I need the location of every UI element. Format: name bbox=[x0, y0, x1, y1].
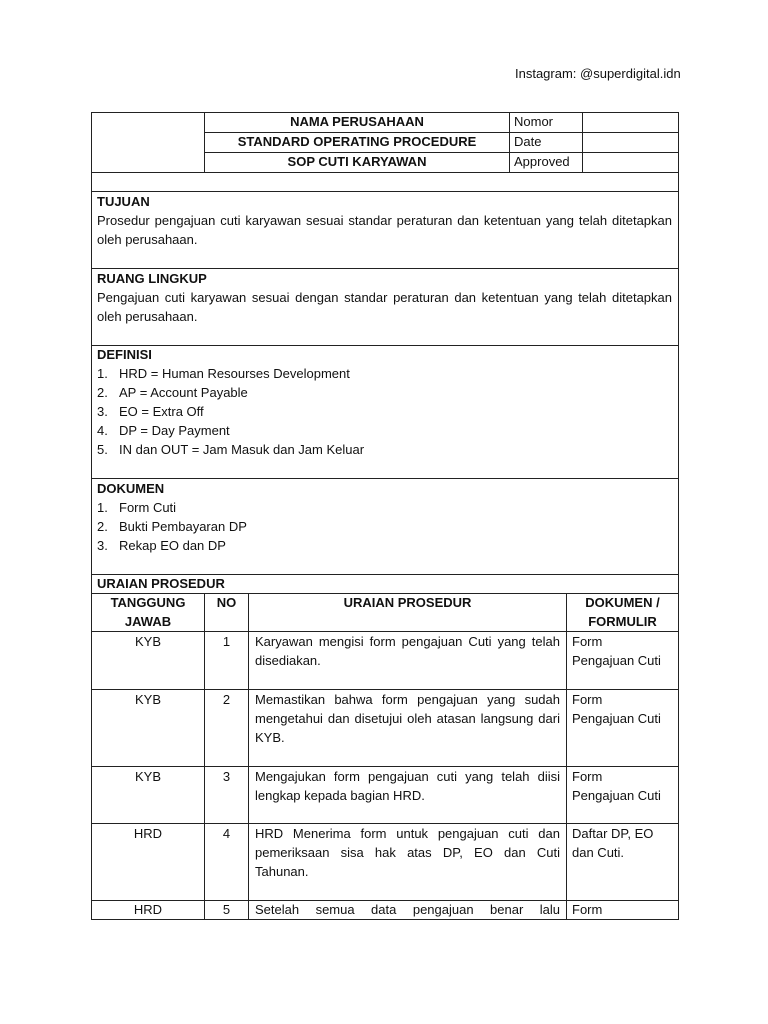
row-pic: HRD bbox=[133, 826, 163, 841]
definisi-num-4: 4. bbox=[97, 423, 108, 438]
definisi-num-1: 1. bbox=[97, 366, 108, 381]
col-dokumen-2: FORMULIR bbox=[588, 614, 657, 629]
col-tanggung-jawab-2: JAWAB bbox=[124, 614, 172, 629]
row-desc: Memastikan bahwa form pengajuan yang sudah mengetahui dan disetujui oleh atasan langsung dari KYB. bbox=[255, 692, 560, 745]
dokumen-item: Bukti Pembayaran DP bbox=[119, 519, 247, 534]
row-doc-line1: Daftar DP, EO bbox=[572, 826, 654, 841]
row-no: 3 bbox=[222, 769, 231, 784]
col-uraian-prosedur: URAIAN PROSEDUR bbox=[343, 595, 472, 610]
tujuan-title: TUJUAN bbox=[97, 194, 150, 209]
dokumen-title: DOKUMEN bbox=[97, 481, 165, 496]
meta-label-date: Date bbox=[514, 134, 542, 149]
meta-label-approved: Approved bbox=[514, 154, 570, 169]
row-no: 4 bbox=[222, 826, 231, 841]
row-doc-line1: Form bbox=[572, 692, 603, 707]
dokumen-item: Form Cuti bbox=[119, 500, 177, 515]
row-no: 2 bbox=[222, 692, 231, 707]
ruang-lingkup-text: Pengajuan cuti karyawan sesuai dengan standar peraturan dan ketentuan yang telah ditetapkan oleh perusahaan. bbox=[97, 290, 672, 324]
definisi-num-3: 3. bbox=[97, 404, 108, 419]
row-doc-line2: Pengajuan Cuti bbox=[572, 788, 661, 803]
row-no: 1 bbox=[222, 634, 231, 649]
definisi-num-5: 5. bbox=[97, 442, 108, 457]
dokumen-num-2: 2. bbox=[97, 519, 108, 534]
sop-name: SOP CUTI KARYAWAN bbox=[287, 154, 427, 169]
definisi-title: DEFINISI bbox=[97, 347, 152, 362]
definisi-item: HRD = Human Resourses Development bbox=[119, 366, 350, 381]
dokumen-num-3: 3. bbox=[97, 538, 108, 553]
row-doc-line2: Pengajuan Cuti bbox=[572, 653, 661, 668]
row-pic: KYB bbox=[134, 692, 161, 707]
col-tanggung-jawab-1: TANGGUNG bbox=[110, 595, 186, 610]
row-no: 5 bbox=[222, 902, 231, 917]
uraian-title: URAIAN PROSEDUR bbox=[97, 576, 225, 591]
dokumen-item: Rekap EO dan DP bbox=[119, 538, 226, 553]
row-pic: HRD bbox=[133, 902, 163, 917]
row-doc-line2: dan Cuti. bbox=[572, 845, 625, 860]
instagram-handle: Instagram: @superdigital.idn bbox=[515, 66, 681, 81]
definisi-item: IN dan OUT = Jam Masuk dan Jam Keluar bbox=[119, 442, 365, 457]
row-desc: Karyawan mengisi form pengajuan Cuti yang telah disediakan. bbox=[255, 634, 560, 668]
row-desc: HRD Menerima form untuk pengajuan cuti dan pemeriksaan sisa hak atas DP, EO dan Cuti Tahunan. bbox=[255, 826, 560, 879]
row-desc: Setelah semua data pengajuan benar lalu bbox=[255, 902, 560, 917]
col-dokumen-1: DOKUMEN / bbox=[585, 595, 660, 610]
row-doc-line2: Pengajuan Cuti bbox=[572, 711, 661, 726]
sop-title: STANDARD OPERATING PROCEDURE bbox=[237, 134, 477, 149]
tujuan-text: Prosedur pengajuan cuti karyawan sesuai standar peraturan dan ketentuan yang telah ditetapkan oleh perusahaan. bbox=[97, 213, 672, 247]
row-doc-line1: Form bbox=[572, 634, 603, 649]
col-no: NO bbox=[216, 595, 237, 610]
row-pic: KYB bbox=[134, 769, 161, 784]
company-name: NAMA PERUSAHAAN bbox=[290, 114, 424, 129]
definisi-item: DP = Day Payment bbox=[119, 423, 230, 438]
row-doc-line1: Form bbox=[572, 902, 603, 917]
meta-label-nomor: Nomor bbox=[514, 114, 554, 129]
definisi-num-2: 2. bbox=[97, 385, 108, 400]
row-doc-line1: Form bbox=[572, 769, 603, 784]
ruang-lingkup-title: RUANG LINGKUP bbox=[97, 271, 207, 286]
definisi-item: AP = Account Payable bbox=[119, 385, 248, 400]
row-desc: Mengajukan form pengajuan cuti yang telah diisi lengkap kepada bagian HRD. bbox=[255, 769, 560, 803]
dokumen-num-1: 1. bbox=[97, 500, 108, 515]
definisi-item: EO = Extra Off bbox=[119, 404, 204, 419]
row-pic: KYB bbox=[134, 634, 161, 649]
